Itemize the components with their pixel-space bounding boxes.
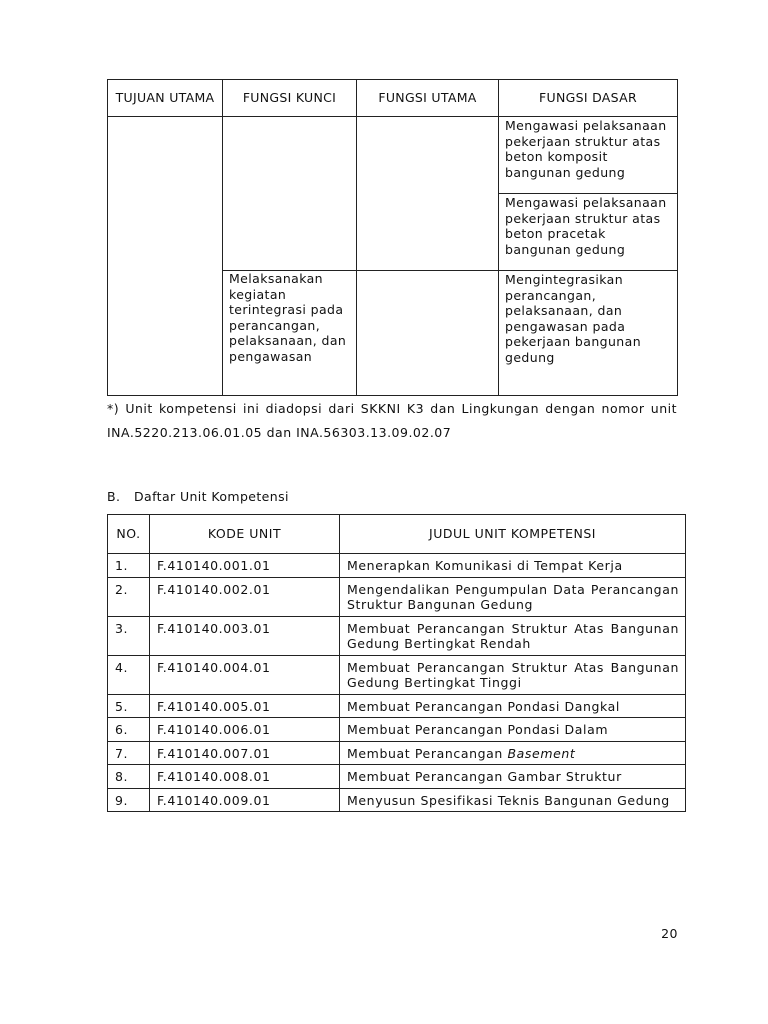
table-row <box>108 117 678 194</box>
unit-kompetensi-table <box>107 514 686 812</box>
row-no: 2. <box>108 577 150 616</box>
header-fungsi-utama: FUNGSI UTAMA <box>357 80 499 117</box>
functional-map-table <box>107 79 678 396</box>
row-no: 8. <box>108 765 150 789</box>
row-kode: F.410140.002.01 <box>150 577 340 616</box>
header-kode-unit: KODE UNIT <box>150 515 340 554</box>
fungsi-dasar-cell: Mengintegrasikan perancangan, pelaksanaan, dan pengawasan pada pekerjaan bangunan gedung <box>499 271 678 396</box>
header-no: NO. <box>108 515 150 554</box>
row-kode: F.410140.005.01 <box>150 694 340 718</box>
table-row <box>108 718 686 742</box>
table-row <box>108 765 686 789</box>
fungsi-utama-cell <box>357 271 499 396</box>
row-kode: F.410140.008.01 <box>150 765 340 789</box>
fungsi-kunci-cell <box>223 117 357 271</box>
row-kode: F.410140.001.01 <box>150 554 340 578</box>
row-judul: Membuat Perancangan Pondasi Dangkal <box>340 694 686 718</box>
header-tujuan-utama: TUJUAN UTAMA <box>108 80 223 117</box>
row-no: 7. <box>108 741 150 765</box>
fungsi-dasar-cell: Mengawasi pelaksanaan pekerjaan struktur atas beton komposit bangunan gedung <box>499 117 678 194</box>
page-number: 20 <box>661 926 678 941</box>
fungsi-dasar-cell: Mengawasi pelaksanaan pekerjaan struktur atas beton pracetak bangunan gedung <box>499 194 678 271</box>
row-no: 1. <box>108 554 150 578</box>
section-letter: B. <box>107 489 121 504</box>
table-row <box>108 741 686 765</box>
row-kode: F.410140.004.01 <box>150 655 340 694</box>
row-no: 5. <box>108 694 150 718</box>
row-judul: Menerapkan Komunikasi di Tempat Kerja <box>340 554 686 578</box>
table-row <box>108 616 686 655</box>
row-judul: Membuat Perancangan Struktur Atas Bangunan Gedung Bertingkat Tinggi <box>340 655 686 694</box>
row-no: 3. <box>108 616 150 655</box>
row-judul-italic: Basement <box>507 745 576 761</box>
row-judul: Menyusun Spesifikasi Teknis Bangunan Gedung <box>340 788 686 812</box>
header-fungsi-kunci: FUNGSI KUNCI <box>223 80 357 117</box>
row-judul: Mengendalikan Pengumpulan Data Perancangan Struktur Bangunan Gedung <box>340 577 686 616</box>
row-judul: Membuat Perancangan Struktur Atas Bangunan Gedung Bertingkat Rendah <box>340 616 686 655</box>
section-title: Daftar Unit Kompetensi <box>134 489 289 504</box>
table-header-row <box>108 515 686 554</box>
row-judul: Membuat Perancangan Gambar Struktur <box>340 765 686 789</box>
table-row <box>108 577 686 616</box>
table-header-row <box>108 80 678 117</box>
header-judul: JUDUL UNIT KOMPETENSI <box>340 515 686 554</box>
section-heading <box>107 489 289 504</box>
table-row <box>108 554 686 578</box>
row-judul <box>340 741 686 765</box>
row-judul: Membuat Perancangan Pondasi Dalam <box>340 718 686 742</box>
table-row <box>108 655 686 694</box>
footnote: *) Unit kompetensi ini diadopsi dari SKKNI K3 dan Lingkungan dengan nomor unit INA.5220.213.06.01.05 dan INA.56303.13.09.02.07 <box>107 401 677 440</box>
row-no: 9. <box>108 788 150 812</box>
table-row <box>108 788 686 812</box>
fungsi-utama-cell <box>357 117 499 271</box>
row-kode: F.410140.006.01 <box>150 718 340 742</box>
row-kode: F.410140.007.01 <box>150 741 340 765</box>
row-judul-prefix: Membuat Perancangan <box>347 745 508 761</box>
header-fungsi-dasar: FUNGSI DASAR <box>499 80 678 117</box>
fungsi-kunci-cell: Melaksanakan kegiatan terintegrasi pada perancangan, pelaksanaan, dan pengawasan <box>223 271 357 396</box>
row-no: 6. <box>108 718 150 742</box>
table-row <box>108 694 686 718</box>
row-no: 4. <box>108 655 150 694</box>
tujuan-utama-cell <box>108 117 223 396</box>
row-kode: F.410140.009.01 <box>150 788 340 812</box>
row-kode: F.410140.003.01 <box>150 616 340 655</box>
